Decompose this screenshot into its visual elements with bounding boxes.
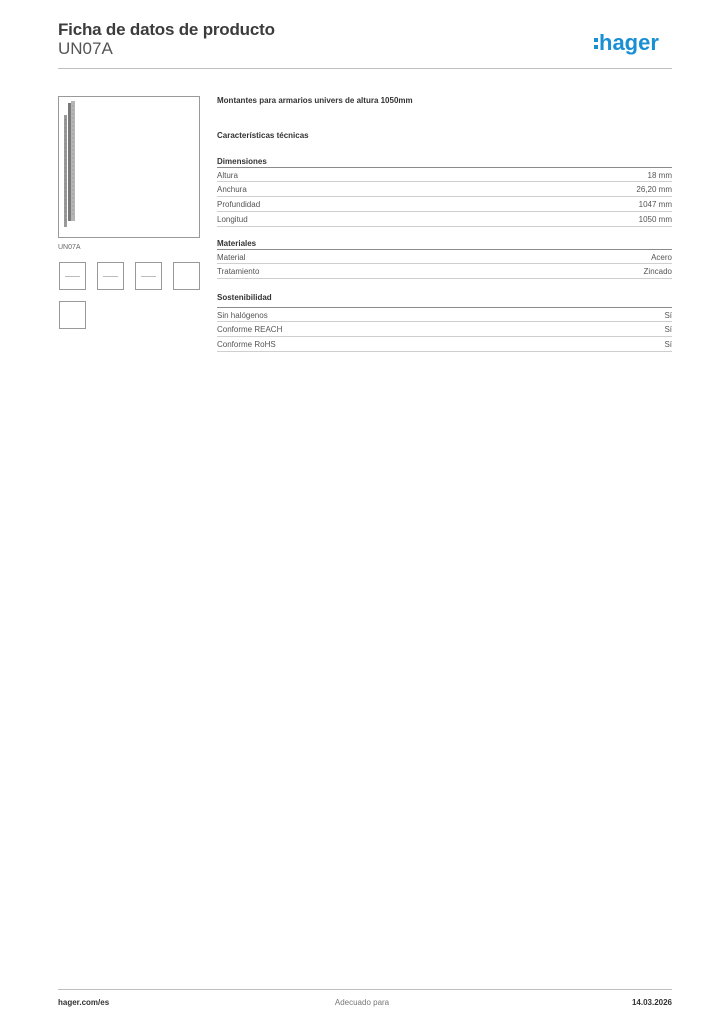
image-caption: UN07A [58,244,81,251]
spec-value: 1047 mm [638,200,672,209]
header-divider [58,68,672,69]
spec-value: 18 mm [647,171,672,180]
thumbnail-5[interactable] [59,301,86,329]
spec-row [217,322,672,337]
section-title-sostenibilidad: Sostenibilidad [217,293,272,302]
spec-label: Conforme RoHS [217,340,276,349]
thumbnail-2[interactable] [97,262,124,290]
spec-row [217,264,672,279]
spec-row [217,182,672,197]
spec-value: Sí [664,340,672,349]
hager-logo [594,28,674,58]
spec-value: Sí [664,311,672,320]
product-title: Montantes para armarios univers de altura 1050mm [217,96,413,105]
spec-value: Sí [664,325,672,334]
section-title-materiales: Materiales [217,239,257,248]
thumbnail-1[interactable] [59,262,86,290]
spec-value: 26,20 mm [636,185,672,194]
section-title-dimensiones: Dimensiones [217,157,267,166]
spec-value: Zincado [643,267,672,276]
spec-value: Acero [651,253,672,262]
spec-row [217,167,672,182]
spec-label: Altura [217,171,238,180]
spec-label: Conforme REACH [217,325,283,334]
spec-row [217,337,672,352]
spec-label: Sin halógenos [217,311,268,320]
montante-rail-illustration [59,97,199,237]
spec-value: 1050 mm [638,215,672,224]
footer-divider [58,989,672,990]
product-code: UN07A [58,39,113,58]
thumbnail-4[interactable] [173,262,200,290]
footer-website-link[interactable]: hager.com/es [58,998,110,1007]
product-image [58,96,200,238]
footer-date: 14.03.2026 [631,998,672,1007]
specs-heading: Características técnicas [217,131,309,140]
spec-label: Material [217,253,246,262]
spec-row [217,307,672,322]
thumbnail-3[interactable] [135,262,162,290]
spec-row [217,249,672,264]
spec-label: Anchura [217,185,247,194]
brand-name: hager [599,30,659,55]
spec-label: Longitud [217,215,248,224]
document-title: Ficha de datos de producto [58,20,275,39]
footer-center-text: Adecuado para [334,998,390,1007]
spec-label: Profundidad [217,200,261,209]
spec-row [217,197,672,212]
spec-row [217,212,672,227]
spec-label: Tratamiento [217,267,260,276]
